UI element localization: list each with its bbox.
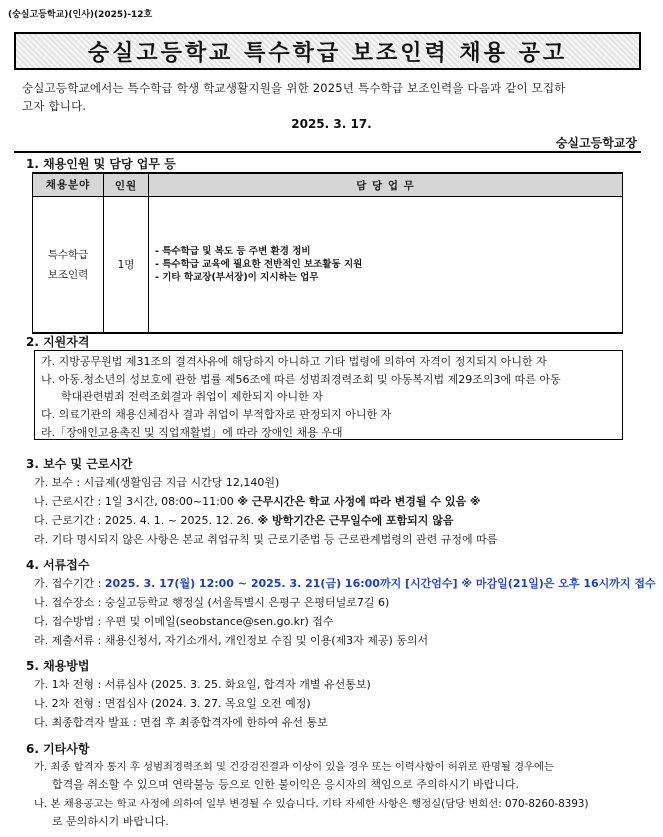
intro-line: 고자 합니다.: [22, 99, 87, 113]
col-header-duties: 담 당 업 무: [149, 173, 623, 197]
duty-table: [32, 172, 623, 334]
application-method-line: 다. 접수방법 : 우편 및 이메일(seobstance@sen.go.kr) 접수: [34, 615, 334, 628]
hours-text: 나. 근로시간 : 1일 3시간, 08:00~11:00: [34, 495, 238, 508]
hours-line: [34, 493, 481, 509]
duty-item: - 특수학급 교육에 필요한 전반적인 보조활동 지원: [155, 259, 363, 270]
page-title: 숭실고등학교 특수학급 보조인력 채용 공고: [87, 40, 568, 66]
field-text: 특수학급: [47, 248, 89, 261]
section-3-heading: 3. 보수 및 근로시간: [26, 457, 133, 471]
signer: 숭실고등학교장: [555, 136, 637, 150]
qualification-item: 다. 의료기관의 채용신체검사 결과 취업이 부적합자로 판정되지 아니한 자: [41, 408, 392, 421]
other-note: 가. 최종 합격자 통지 후 성범죄경력조회 및 건강검진결과 이상이 있을 경우 또는 이력사항이 허위로 판명될 경우에는: [34, 761, 554, 773]
period-line: [34, 512, 454, 528]
application-documents-line: 라. 제출서류 : 채용신청서, 자기소개서, 개인정보 수집 및 이용(제3자 제공) 동의서: [34, 634, 429, 647]
title-banner: [14, 32, 641, 70]
field-cell: [33, 197, 104, 334]
other-note: 로 문의하시기 바랍니다.: [52, 815, 169, 828]
qualification-item: 나. 아동.청소년의 성보호에 관한 법률 제56조에 따른 성범죄경력조회 및 아동복지법 제29조의3에 따른 아동: [41, 373, 561, 386]
duty-item: - 특수학급 및 복도 등 주변 환경 정비: [155, 246, 311, 257]
section-6-heading: 6. 기타사항: [26, 742, 90, 756]
duty-item: - 기타 학교장(부서장)이 지시하는 업무: [155, 272, 319, 283]
application-period-value: 2025. 3. 17(월) 12:00 ~ 2025. 3. 21(금) 16:00까지 [시간엄수] ※ 마감일(21일)은 오후 16시까지 접수: [104, 577, 656, 590]
selection-step: 다. 최종합격자 발표 : 면접 후 최종합격자에 한하여 유선 통보: [34, 716, 328, 729]
application-period-label: 가. 접수기간 :: [34, 577, 105, 590]
col-header-count: 인원: [104, 173, 149, 197]
qualification-item: 가. 지방공무원법 제31조의 결격사유에 해당하지 아니하고 기타 법령에 의하여 자격이 정지되지 아니한 자: [41, 355, 547, 368]
other-note: 나. 본 채용공고는 학교 사정에 의하여 일부 변경될 수 있습니다. 기타 자세한 사항은 행정실(담당 변희선: 070-8260-8393): [34, 798, 589, 810]
selection-step: 가. 1차 전형 : 서류심사 (2025. 3. 25. 화요일, 합격자 개별 유선통보): [34, 678, 371, 691]
field-text: 보조인력: [47, 268, 89, 281]
qualification-item: 라.「장애인고용촉진 및 직업재활법」에 따라 장애인 채용 우대: [41, 426, 343, 439]
document-number: (숭실고등학교)(인사)(2025)-12호: [8, 10, 153, 20]
other-terms-line: 라. 기타 명시되지 않은 사항은 본교 취업규칙 및 근로기준법 등 근로관계법령의 관련 규정에 따름: [34, 533, 498, 546]
selection-step: 나. 2차 전형 : 면접심사 (2024. 3. 27. 목요일 오전 예정): [34, 697, 311, 710]
section-1-heading: 1. 채용인원 및 담당 업무 등: [26, 157, 176, 171]
header-divider: [14, 151, 641, 153]
section-4-heading: 4. 서류접수: [26, 558, 90, 572]
qualification-box: [34, 350, 623, 440]
intro-line: 숭실고등학교에서는 특수학급 학생 학교생활지원을 위한 2025년 특수학급 보조인력을 다음과 같이 모집하: [22, 81, 566, 95]
section-2-heading: 2. 지원자격: [26, 335, 90, 349]
duties-cell: [149, 197, 623, 334]
col-header-field: 채용분야: [33, 173, 104, 197]
other-note: 합격을 취소할 수 있으며 연락불능 등으로 인한 불이익은 응시자의 책임으로 주의하시기 바랍니다.: [52, 778, 519, 791]
period-text: 다. 근로기간 : 2025. 4. 1. ~ 2025. 12. 26.: [34, 514, 258, 527]
pay-line: 가. 보수 : 시급제(생활임금 지급 시간당 12,140원): [34, 476, 280, 489]
section-5-heading: 5. 채용방법: [26, 659, 90, 673]
qualification-item: 학대관련범죄 전력조회결과 취업이 제한되지 아니한 자: [61, 390, 323, 403]
table-row: [33, 197, 623, 334]
hours-note: ※ 근무시간은 학교 사정에 따라 변경될 수 있음 ※: [237, 495, 481, 508]
intro-paragraph: [22, 79, 642, 115]
application-period-line: [34, 575, 656, 591]
period-note: ※ 방학기간은 근무일수에 포함되지 않음: [257, 514, 454, 527]
notice-date: 2025. 3. 17.: [291, 117, 372, 131]
count-cell: 1명: [104, 197, 149, 334]
application-place-line: 나. 접수장소 : 숭실고등학교 행정실 (서울특별시 은평구 은평터널로7길 6): [34, 596, 390, 609]
